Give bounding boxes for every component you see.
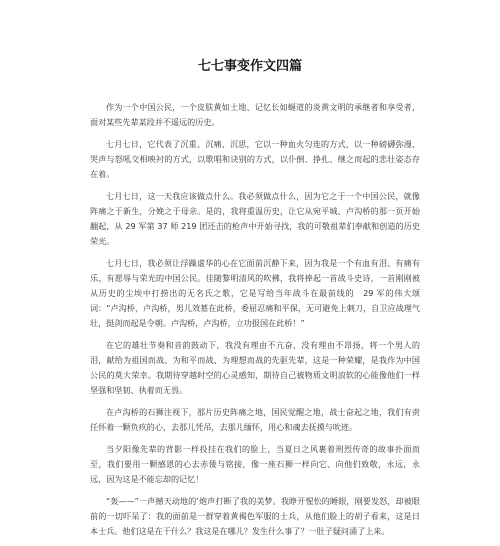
paragraph: “轰——”一声撼天动地的’炮声打断了我的美梦。我睁开惺忪的睡眼，刚要发怒，却被眼前的一切吓呆了：我的面前是一群穿着黄褐色军服的士兵，从他们脸上的胡子看来，这是日本士兵。他们这是在干什么？我这是在哪儿？发生什么事了？一肚子疑问涌了上来。 <box>90 495 420 536</box>
paragraph: 七月七日，这一天我应该做点什么。我必须做点什么，因为它之于一个中国公民，就像阵痛之于新生，分娩之于母亲。是的，我将重温历史，让它从宛平城、卢沟桥的那一页开始翻起，从 29 军第 37 师 219 团还击的枪声中开始寻找，我的可敬祖辈们奉献和创造的历史荣光。 <box>90 191 420 246</box>
paragraph: 在卢沟桥的石狮注视下，那片历史阵痛之地，国民觉醒之地，战士奋起之地，我们有责任怀着一颗负疚的心，去那儿凭吊，去那儿缅怀，用心和魂去抚摸与吮迹。 <box>90 406 420 432</box>
paragraph: 在它的雄壮节奏和音韵鼓动下，我没有理由不亢奋，没有理由不昂扬，将一个男人的泪，献给为祖国而战、为和平而战、为理想而战的先驱先辈，这是一种荣耀，是我作为中国公民的莫大荣幸。我期待穿越时空的心灵感知，期待自己被物质文明浪软的心能像他们一样坚强和坚韧、执着而无畏。 <box>90 339 420 395</box>
document-title: 七七事变作文四篇 <box>197 59 302 74</box>
paragraph: 七月七日，我必须让浮躁虚华的心在它面前沉静下来，因为我是一个有血有泪、有痛有乐、有愿辱与荣光的中国公民。佳随黎明清风的吹拂，我将捧起一首战斗史诗，一首刚刚被从历史的尘埃中打捞出的无名氏之歌，它是写给当年战斗在最前线的 29 军的伟大颂词：“卢沟桥，卢沟桥，男儿效墓在此桥，委屈忍痛和平保，无可避免上刺刀，自卫应战理气壮，挺剑而起是令朝。卢沟桥，卢沟桥，立功报国在此桥！” <box>90 258 420 328</box>
paragraph: 七月七日，它代表了沉重、沉痛、沉思，它以一种血火匀连的方式，以一种磅礴弥漫、哭声与怒吼交相映衬的方式，以歌唱和诀别的方式，以仆倒、挣扎、继之而起的悲壮姿态存在着。 <box>90 139 420 179</box>
paragraph: 当夕阳像先辈的背影一样投挂在我们的脸上，当夏日之风裹着刑烈传奇的故事扑面而至，我们要用一颗感恩的心去赤倭与铭接，像一座石狮一样向它、向他们致敬，永远，永远，因为这是不能忘却的记忆！ <box>90 443 420 484</box>
paragraph: 作为一个中国公民，一个皮肤黄如土地、记忆长如蜒道的炎黄文明的承继者和享受者，面对某些先辈某段并不遥远的历史。 <box>90 102 420 127</box>
document-body <box>90 100 420 546</box>
